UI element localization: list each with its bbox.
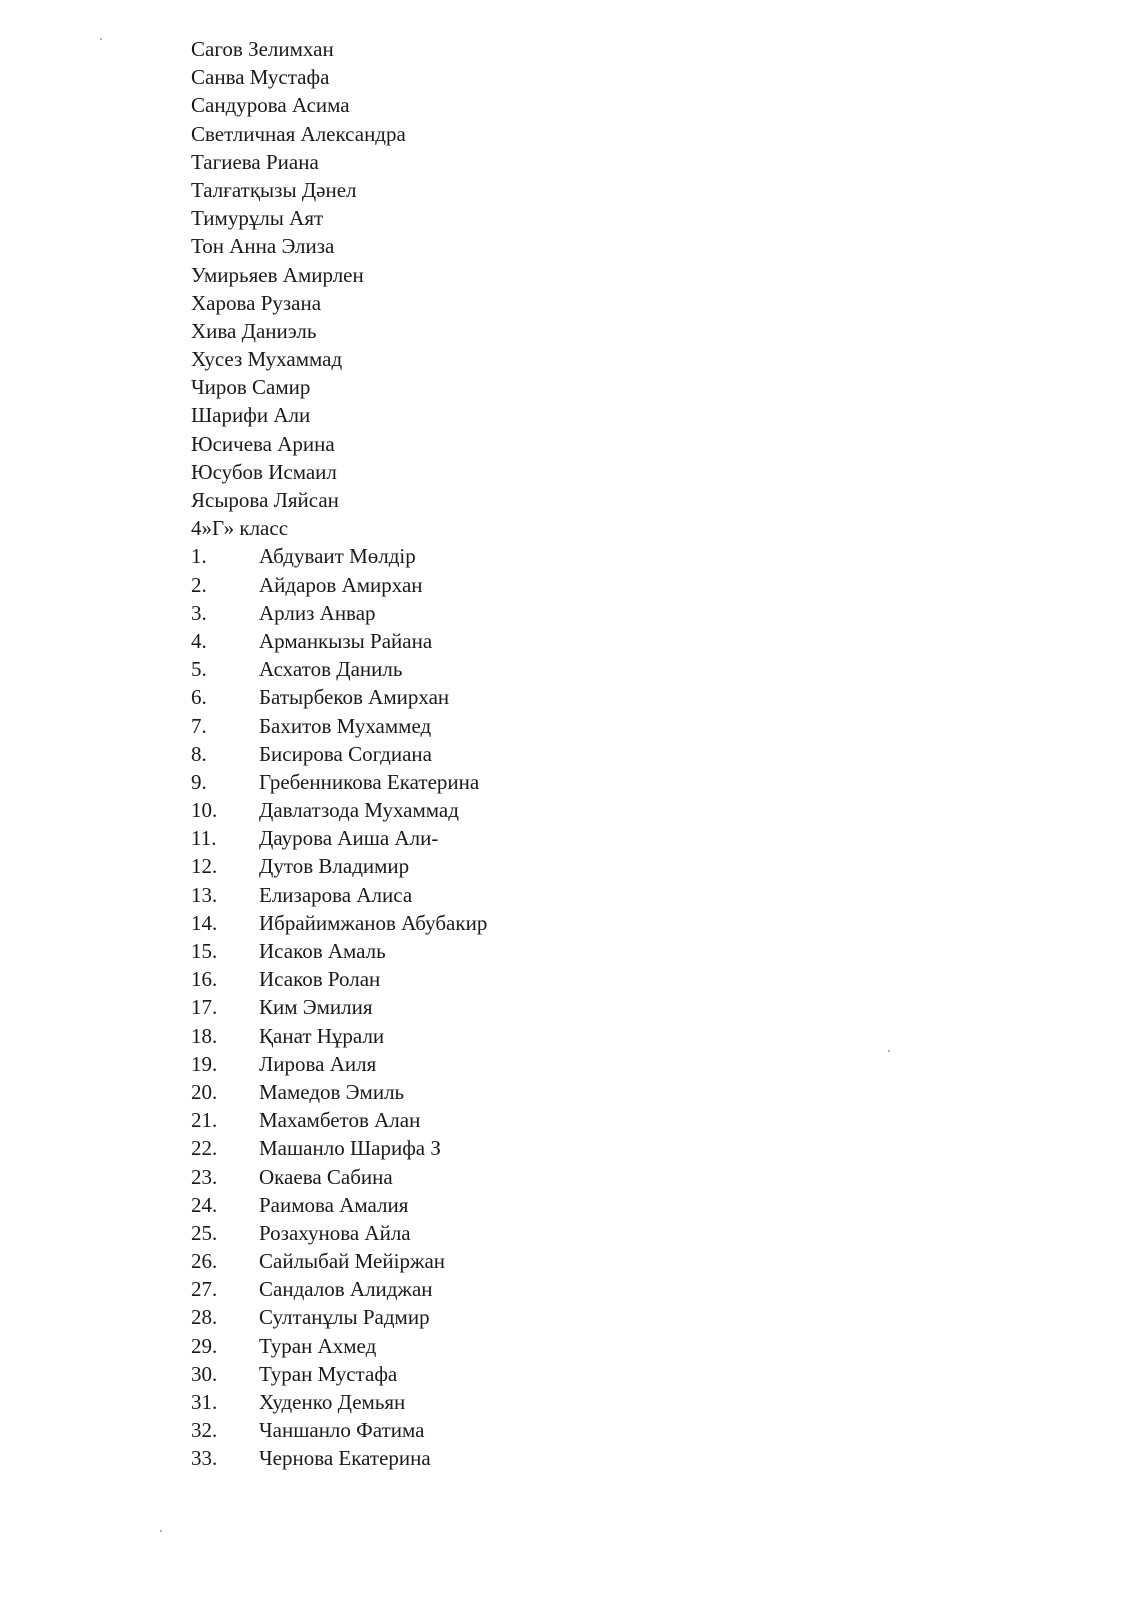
- row-number: 24.: [191, 1192, 218, 1217]
- row-number: 20.: [191, 1079, 218, 1104]
- table-row: [191, 571, 1091, 599]
- row-number: 2.: [191, 572, 207, 597]
- list-item: Санва Мустафа: [191, 65, 330, 90]
- table-row: [191, 1332, 1091, 1360]
- row-number: 14.: [191, 910, 218, 935]
- table-row: [191, 1134, 1091, 1162]
- student-name: Мамедов Эмиль: [259, 1079, 405, 1104]
- student-name: Машанло Шарифа З: [259, 1136, 441, 1161]
- list-item: Юсичева Арина: [191, 431, 335, 456]
- student-name: Арлиз Анвар: [259, 600, 376, 625]
- table-row: [191, 852, 1091, 880]
- table-row: [191, 993, 1091, 1021]
- list-item: Тимурұлы Аят: [191, 206, 324, 231]
- student-name: Исаков Амаль: [259, 939, 386, 963]
- table-row: [191, 937, 1091, 965]
- table-row: [191, 1388, 1091, 1416]
- row-number: 23.: [191, 1164, 218, 1189]
- student-name: Чаншанло Фатима: [259, 1418, 425, 1443]
- row-number: 33.: [191, 1446, 218, 1471]
- student-name: Туран Ахмед: [259, 1333, 377, 1358]
- scan-speck: [160, 1530, 162, 1532]
- row-number: 19.: [191, 1051, 218, 1076]
- table-row: [191, 740, 1091, 768]
- table-row: [191, 1360, 1091, 1388]
- table-row: [191, 1303, 1091, 1331]
- list-item: Харова Рузана: [191, 290, 322, 315]
- row-number: 9.: [191, 769, 207, 794]
- row-number: 16.: [191, 967, 218, 992]
- list-item: Умирьяев Амирлен: [191, 262, 364, 287]
- student-name: Елизарова Алиса: [259, 882, 413, 907]
- list-item: Ясырова Ляйсан: [191, 488, 339, 512]
- table-row: [191, 1444, 1091, 1472]
- row-number: 30.: [191, 1361, 218, 1386]
- student-name: Гребенникова Екатерина: [259, 769, 480, 794]
- student-name: Чернова Екатерина: [259, 1446, 431, 1471]
- table-row: [191, 1275, 1091, 1303]
- table-row: [191, 909, 1091, 937]
- row-number: 29.: [191, 1333, 218, 1358]
- student-name: Султанұлы Радмир: [259, 1305, 430, 1330]
- list-item: Сагов Зелимхан: [191, 37, 334, 61]
- list-item: Хусез Мухаммад: [191, 347, 343, 372]
- row-number: 25.: [191, 1220, 218, 1245]
- student-name: Давлатзода Мухаммад: [259, 798, 459, 823]
- row-number: 27.: [191, 1277, 218, 1302]
- table-row: [191, 627, 1091, 655]
- row-number: 17.: [191, 995, 218, 1020]
- row-number: 12.: [191, 854, 218, 879]
- list-item: Талғатқызы Дәнел: [191, 177, 357, 202]
- table-row: [191, 1247, 1091, 1275]
- table-row: [191, 1022, 1091, 1050]
- list-item: Тагиева Риана: [191, 149, 319, 174]
- student-name: Сайлыбай Мейіржан: [259, 1249, 446, 1274]
- table-row: [191, 881, 1091, 909]
- row-number: 1.: [191, 544, 207, 569]
- row-number: 13.: [191, 882, 218, 907]
- student-name: Батырбеков Амирхан: [259, 685, 450, 710]
- table-row: [191, 824, 1091, 852]
- table-row: [191, 768, 1091, 796]
- list-item: Шарифи Али: [191, 403, 311, 428]
- name-list: [191, 35, 1091, 1473]
- list-item: Светличная Александра: [191, 121, 406, 146]
- list-item: Тон Анна Элиза: [191, 234, 335, 259]
- student-name: Арманкызы Райана: [259, 628, 433, 653]
- student-name: Исаков Ролан: [259, 967, 381, 992]
- list-item: Сандурова Асима: [191, 93, 350, 118]
- table-row: [191, 1050, 1091, 1078]
- row-number: 4.: [191, 628, 207, 653]
- row-number: 10.: [191, 798, 218, 823]
- list-item: Юсубов Исмаил: [191, 459, 337, 484]
- student-name: Дутов Владимир: [259, 854, 410, 879]
- row-number: 26.: [191, 1249, 218, 1274]
- student-name: Туран Мустафа: [259, 1361, 398, 1386]
- row-number: 6.: [191, 685, 207, 710]
- numbered-class-list: [191, 542, 1091, 1472]
- student-name: Ким Эмилия: [259, 995, 373, 1020]
- table-row: [191, 655, 1091, 683]
- table-row: [191, 1163, 1091, 1191]
- student-name: Қанат Нұрали: [259, 1023, 385, 1048]
- student-name: Абдуваит Мөлдір: [259, 544, 416, 569]
- table-row: [191, 1191, 1091, 1219]
- student-name: Махамбетов Алан: [259, 1108, 421, 1133]
- table-row: [191, 683, 1091, 711]
- table-row: [191, 1219, 1091, 1247]
- student-name: Бисирова Согдиана: [259, 741, 432, 766]
- table-row: [191, 542, 1091, 570]
- student-name: Даурова Аиша Али-: [259, 826, 439, 851]
- table-row: [191, 1078, 1091, 1106]
- class-heading: 4»Г» класс: [191, 516, 289, 541]
- student-name: Розахунова Айла: [259, 1220, 411, 1245]
- student-name: Айдаров Амирхан: [259, 572, 423, 597]
- row-number: 22.: [191, 1136, 218, 1161]
- row-number: 3.: [191, 600, 207, 625]
- student-name: Худенко Демьян: [259, 1390, 406, 1414]
- row-number: 15.: [191, 939, 218, 963]
- list-item: Чиров Самир: [191, 375, 311, 400]
- row-number: 7.: [191, 713, 207, 738]
- student-name: Ибрайимжанов Абубакир: [259, 910, 488, 935]
- table-row: [191, 796, 1091, 824]
- table-row: [191, 965, 1091, 993]
- row-number: 31.: [191, 1390, 218, 1414]
- row-number: 8.: [191, 741, 207, 766]
- student-name: Асхатов Даниль: [259, 657, 403, 682]
- row-number: 28.: [191, 1305, 218, 1330]
- table-row: [191, 1106, 1091, 1134]
- row-number: 5.: [191, 657, 207, 682]
- row-number: 18.: [191, 1023, 218, 1048]
- row-number: 11.: [191, 826, 217, 851]
- list-item: Хива Даниэль: [191, 318, 317, 343]
- table-row: [191, 599, 1091, 627]
- student-name: Сандалов Алиджан: [259, 1277, 433, 1302]
- row-number: 32.: [191, 1418, 218, 1443]
- student-name: Окаева Сабина: [259, 1164, 393, 1189]
- student-name: Бахитов Мухаммед: [259, 713, 432, 738]
- student-name: Раимова Амалия: [259, 1192, 409, 1217]
- scan-speck: [100, 38, 102, 40]
- table-row: [191, 712, 1091, 740]
- table-row: [191, 1416, 1091, 1444]
- student-name: Лирова Аиля: [259, 1051, 377, 1076]
- row-number: 21.: [191, 1108, 218, 1133]
